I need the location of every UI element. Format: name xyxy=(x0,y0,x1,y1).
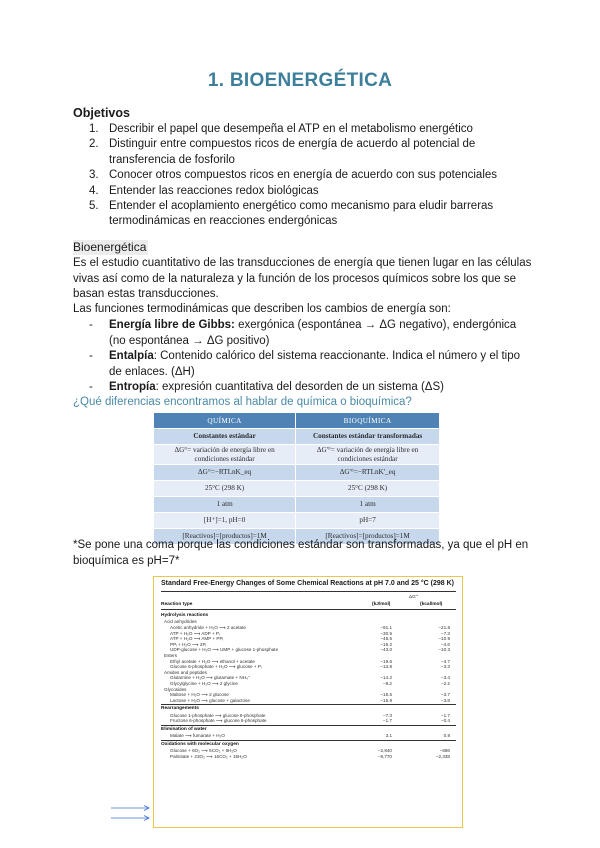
table-row xyxy=(154,497,440,513)
figure-reaction: Glycylglycine + H₂O ⟶ 2 glycine xyxy=(170,681,238,686)
figure-section-label: Rearrangements xyxy=(161,706,199,712)
figure-value-kj: −15.9 xyxy=(380,697,392,703)
figure-value-kj: −13.8 xyxy=(380,664,392,670)
figure-rule xyxy=(161,591,456,592)
function-term: Entropía xyxy=(109,381,156,394)
table-row xyxy=(154,429,440,445)
objective-item xyxy=(73,168,543,183)
figure-value-kcal: −3.8 xyxy=(440,697,450,703)
figure-value-kj: −19.6 xyxy=(380,658,392,664)
objective-number: 5. xyxy=(89,200,99,213)
figure-value-kj: −30.5 xyxy=(380,630,392,636)
col-kcal: (kcal/mol) xyxy=(420,602,443,607)
figure-value-kcal: −7.3 xyxy=(440,630,450,636)
table-cell: ΔG°= variación de energía libre en condiciones estándar xyxy=(154,445,296,465)
figure-rule xyxy=(161,609,456,610)
table-row xyxy=(154,445,440,465)
objective-text: Entender el acoplamiento energético como mecanismo para eludir barreras termodinámicas en reacciones endergónicas xyxy=(109,200,494,228)
figure-value-kcal: −2.2 xyxy=(440,681,450,686)
figure-value-kj: −45.6 xyxy=(380,636,392,642)
figure-reaction: Glucose + 6O₂ ⟶ 6CO₂ + 6H₂O xyxy=(170,748,237,754)
figure-value-kj: −9,770 xyxy=(377,754,392,759)
objective-text: Describir el papel que desempeña el ATP en el metabolismo energético xyxy=(109,123,473,135)
figure-group-label: Amides and peptides xyxy=(164,669,207,675)
objectives-heading: Objetivos xyxy=(73,106,130,120)
section-label-bioenergetica: Bioenergética xyxy=(73,240,147,254)
figure-value-kj: −2,840 xyxy=(377,748,392,754)
objective-number: 2. xyxy=(89,138,99,151)
table-cell: Constantes estándar xyxy=(154,429,296,445)
figure-group-label: Esters xyxy=(164,653,178,658)
figure-value-kj: −19.2 xyxy=(380,641,392,647)
note-paragraph: *Se pone una coma porque las condiciones estándar son transformadas, ya que el pH en bioquímica es pH=7* xyxy=(73,539,529,567)
figure-reaction: Palmitate + 23O₂ ⟶ 16CO₂ + 16H₂O xyxy=(170,754,247,759)
figure-value-kj: −7.3 xyxy=(382,712,392,718)
figure-reaction: Fructose 6-phosphate ⟶ glucose 6-phosphate xyxy=(170,718,267,724)
figure-reaction: Lactose + H₂O ⟶ glucose + galactose xyxy=(170,697,250,703)
figure-value-kcal: −4.6 xyxy=(440,641,450,647)
figure-value-kj: −1.7 xyxy=(382,718,392,724)
free-energy-figure xyxy=(153,576,463,828)
figure-title: Standard Free-Energy Changes of Some Chemical Reactions at pH 7.0 and 25 °C (298 K) xyxy=(161,580,454,587)
figure-value-kcal: −3.4 xyxy=(440,675,450,681)
table-cell: Constantes estándar transformadas xyxy=(296,429,440,445)
figure-value-kcal: −10.3 xyxy=(438,647,450,653)
table-cell: ΔG'°= variación de energía libre en condiciones estándar xyxy=(296,445,440,465)
functions-intro: Las funciones termodinámicas que describen los cambios de energía son: xyxy=(73,303,451,315)
intro-paragraph: Es el estudio cuantitativo de las transducciones de energía que tienen lugar en las células vivas así como de la naturaleza y la función de los procesos químicos sobre los que se basan estas transducciones. xyxy=(73,257,532,301)
figure-group-label: Glycosides xyxy=(164,686,187,692)
table-cell: 25°C (298 K) xyxy=(154,481,296,497)
objective-number: 1. xyxy=(89,123,99,135)
figure-group-label: Acid anhydrides xyxy=(164,619,197,625)
function-item-entalpia: - Entalpía: Contenido calórico del sistema reaccionante. Indica el número y el tipo de enlaces. (ΔH) xyxy=(89,350,521,378)
figure-value-kj: −14.2 xyxy=(380,675,392,681)
figure-value-kcal: −4.7 xyxy=(440,658,450,664)
objective-item xyxy=(73,137,543,168)
arrow-right-icon xyxy=(110,804,152,812)
function-text: : expresión cuantitativa del desorden de un sistema (ΔS) xyxy=(155,381,444,394)
function-term: Entalpía xyxy=(109,350,154,363)
figure-value-kj: −91.1 xyxy=(380,625,392,630)
objective-text: Conocer otros compuestos ricos en energía de acuerdo con sus potenciales xyxy=(109,169,498,182)
figure-reaction: Ethyl acetate + H₂O ⟶ ethanol + acetate xyxy=(170,658,255,664)
functions-list xyxy=(73,318,533,396)
figure-value-kcal: −0.4 xyxy=(440,718,450,724)
figure-section-label: Hydrolysis reactions xyxy=(161,613,209,618)
figure-rule xyxy=(161,740,456,741)
page-title: 1. BIOENERGÉTICA xyxy=(207,70,393,91)
table-cell: pH=7 xyxy=(296,513,440,529)
figure-value-kcal: −21.8 xyxy=(438,625,450,630)
figure-reaction: Glucose 6-phosphate + H₂O ⟶ glucose + Pᵢ xyxy=(170,664,262,670)
comparison-table xyxy=(153,412,440,545)
figure-reaction: ATP + H₂O ⟶ AMP + PPᵢ xyxy=(170,636,224,642)
objective-text: Distinguir entre compuestos ricos de energía de acuerdo al potencial de transferencia de fosforilo xyxy=(109,138,476,166)
table-cell: [H⁺]=1, pH=0 xyxy=(154,513,296,529)
figure-value-kcal: −3.3 xyxy=(440,664,450,670)
figure-reaction: Glutamine + H₂O ⟶ glutamate + NH₄⁺ xyxy=(170,675,251,681)
table-cell: ΔG'°=−RTLnK'_eq xyxy=(296,465,440,481)
figure-rule xyxy=(161,725,456,726)
table-cell: [Reactivos]=[productos]=1M xyxy=(154,529,296,545)
objective-number: 4. xyxy=(89,184,99,197)
figure-value-kcal: −3.7 xyxy=(440,692,450,698)
figure-reaction: Glucose 1-phosphate ⟶ glucose 6-phosphate xyxy=(170,712,266,718)
figure-reaction: Acetic anhydride + H₂O ⟶ 2 acetate xyxy=(170,625,246,630)
figure-value-kj: 3.1 xyxy=(385,733,392,739)
objective-item xyxy=(73,199,543,230)
table-row xyxy=(154,481,440,497)
objective-number: 3. xyxy=(89,169,99,182)
header-bioquimica: BIOQUÍMICA xyxy=(296,413,440,429)
figure-rule xyxy=(161,704,456,705)
function-item-entropia: - Entropía: expresión cuantitativa del desorden de un sistema (ΔS) xyxy=(89,381,444,394)
question-link: ¿Qué diferencias encontramos al hablar de química o bioquímica? xyxy=(73,396,412,408)
figure-value-kcal: −686 xyxy=(439,748,450,754)
comparison-header-row xyxy=(154,413,440,429)
table-row xyxy=(154,465,440,481)
table-row xyxy=(154,513,440,529)
table-cell: 1 atm xyxy=(154,497,296,513)
figure-reaction: ATP + H₂O ⟶ ADP + Pᵢ xyxy=(170,630,220,636)
table-cell: 25°C (298 K) xyxy=(296,481,440,497)
figure-value-kj: −43.0 xyxy=(380,647,392,653)
objective-item xyxy=(73,184,543,199)
figure-value-kcal: 0.8 xyxy=(443,733,450,739)
function-text: : Contenido calórico del sistema reaccionante. Indica el número y el tipo de enlaces. (ΔH) xyxy=(109,350,521,378)
objective-item xyxy=(73,122,543,137)
figure-reaction: Maltose + H₂O ⟶ 2 glucose xyxy=(170,692,229,698)
figure-value-kj: −9.2 xyxy=(382,681,392,686)
col-reaction-type: Reaction type xyxy=(161,602,193,607)
figure-value-kcal: −2,338 xyxy=(435,754,450,759)
delta-g-header: ΔG'° xyxy=(409,594,419,599)
figure-value-kcal: −10.9 xyxy=(438,636,450,642)
objectives-list xyxy=(73,122,543,230)
function-term: Energía libre de Gibbs: xyxy=(109,319,235,331)
figure-value-kcal: −1.7 xyxy=(440,712,450,718)
figure-value-kj: −15.5 xyxy=(380,692,392,698)
figure-reaction: UDP-glucose + H₂O ⟶ UMP + glucose 1-phosphate xyxy=(170,647,279,653)
header-quimica: QUÍMICA xyxy=(154,413,296,429)
function-text: exergónica (espontánea → ΔG negativo), endergónica (no espontánea → ΔG positivo) xyxy=(109,319,517,347)
figure-section-label: Oxidations with molecular oxygen xyxy=(161,742,239,747)
table-cell: 1 atm xyxy=(296,497,440,513)
function-item-gibbs: - Energía libre de Gibbs: exergónica (espontánea → ΔG negativo), endergónica (no espontánea → ΔG positivo) xyxy=(89,319,517,347)
table-cell: ΔG°=−RTLnK_eq xyxy=(154,465,296,481)
objective-text: Entender las reacciones redox biológicas xyxy=(109,184,319,197)
col-kj: (kJ/mol) xyxy=(372,602,391,607)
figure-reaction: PPᵢ + H₂O ⟶ 2Pᵢ xyxy=(170,641,207,647)
table-cell: [Reactivos]=[productos]=1M xyxy=(296,529,440,545)
figure-reaction: Malate ⟶ fumarate + H₂O xyxy=(170,733,225,739)
arrow-right-icon xyxy=(110,814,152,822)
figure-section-label: Elimination of water xyxy=(161,727,207,732)
